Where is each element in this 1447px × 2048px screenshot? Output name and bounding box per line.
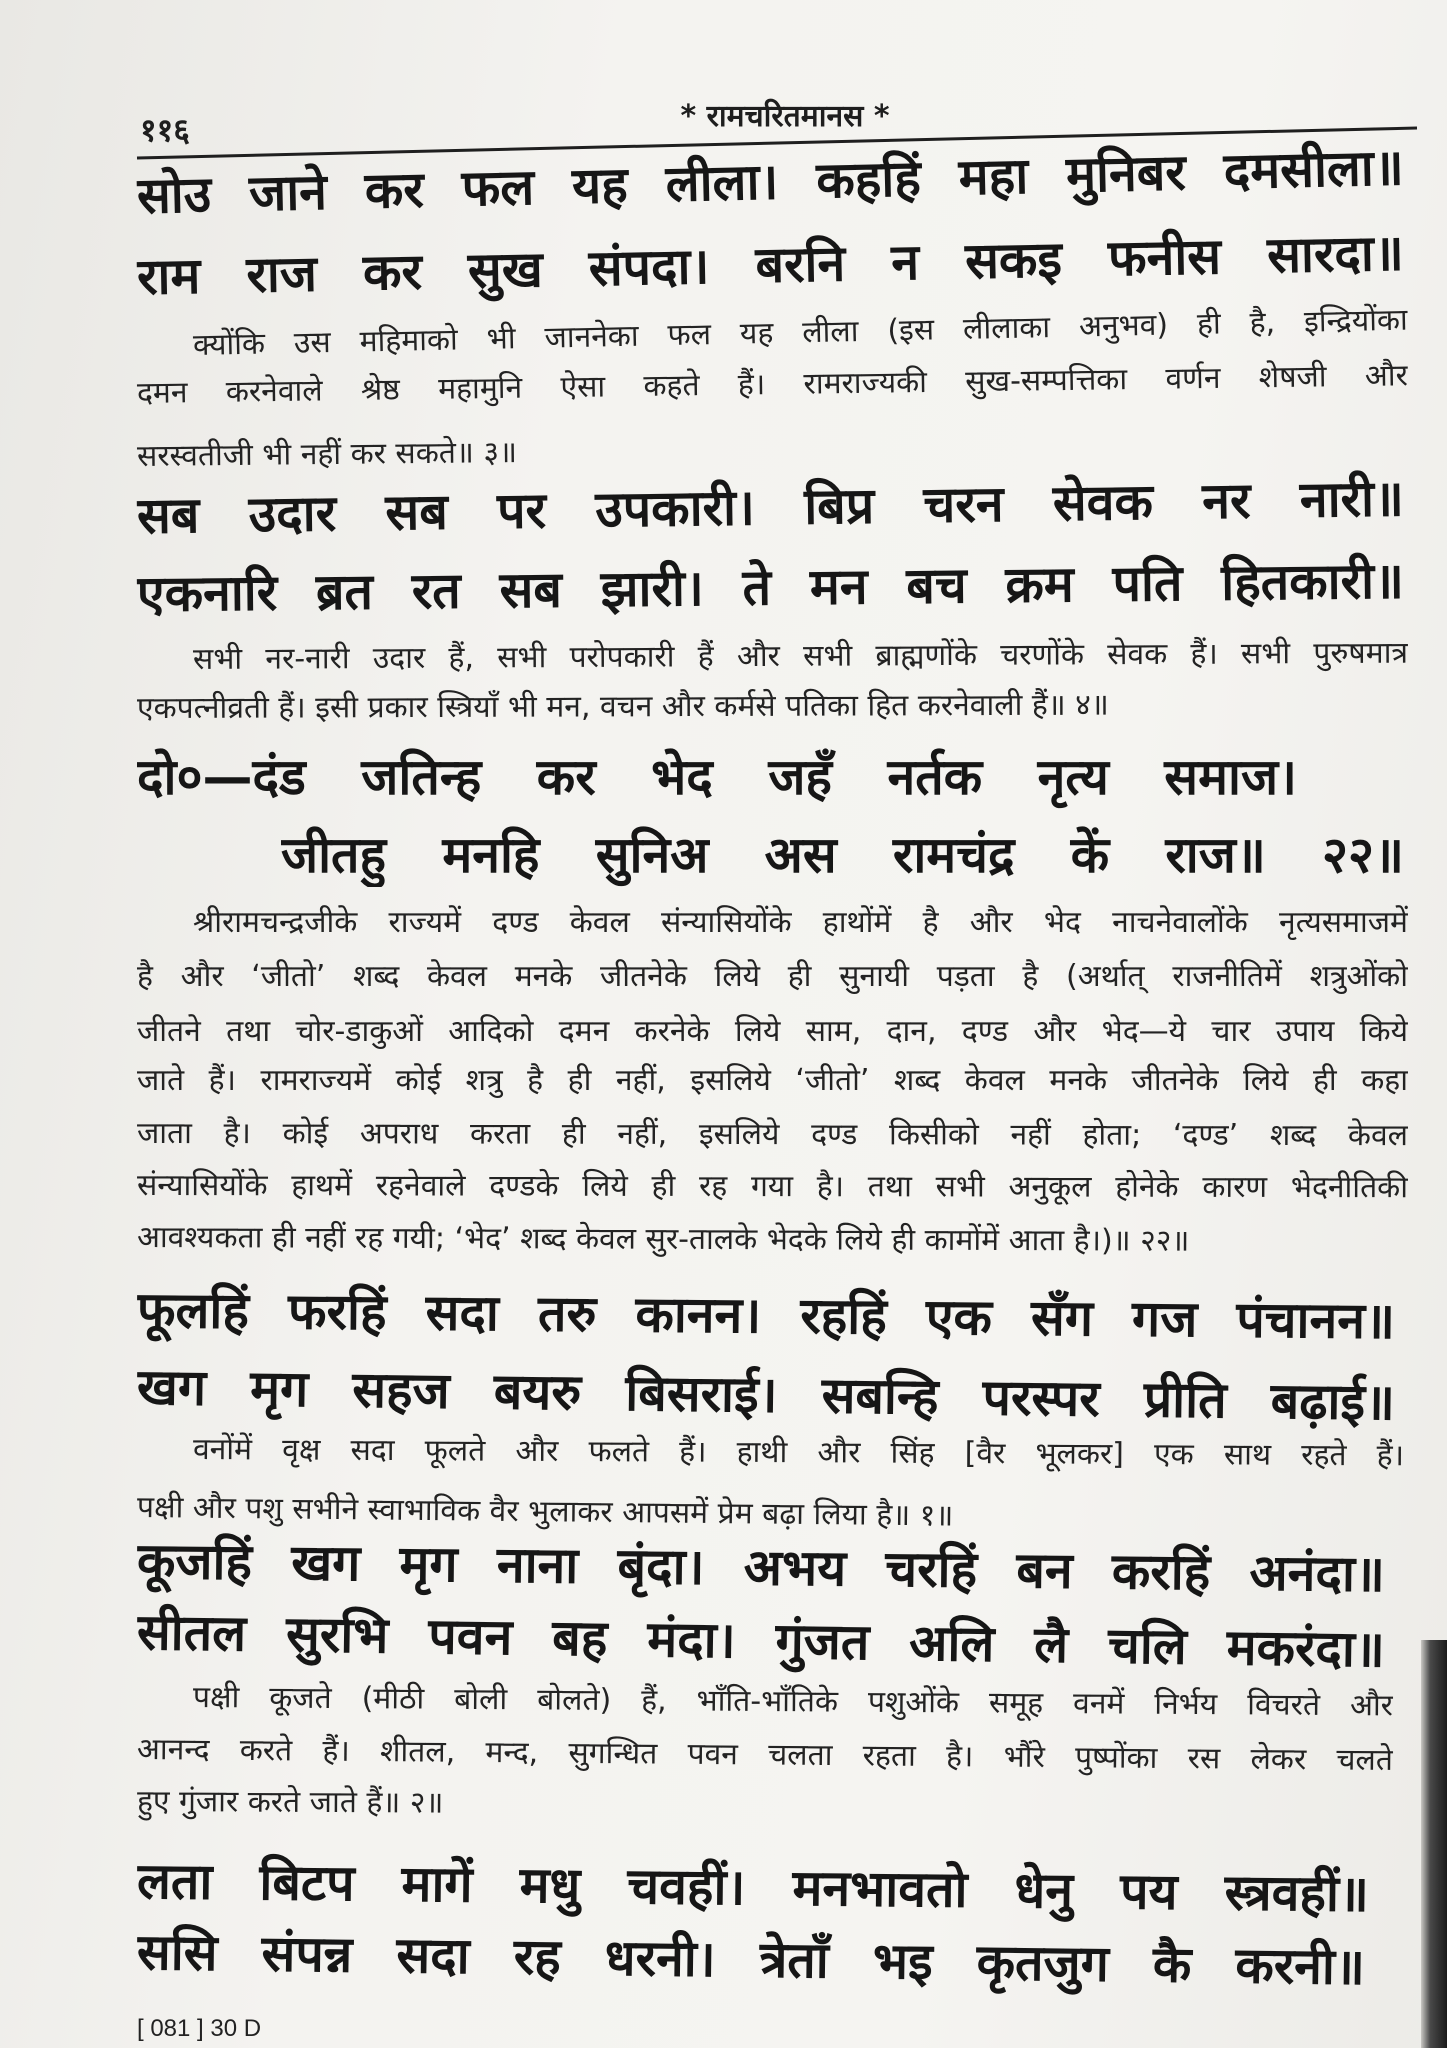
meaning-line: सरस्वतीजी भी नहीं कर सकते॥ ३॥	[136, 435, 518, 474]
meaning-line: जाता है। कोई अपराध करता ही नहीं, इसलिये दण्ड किसीको नहीं होता; ‘दण्ड’ शब्द केवल	[136, 1116, 1409, 1154]
verse-line: एकनारि ब्रत रत सब झारी। ते मन बच क्रम पति हितकारी॥	[136, 551, 1405, 623]
verse-line: खग मृग सहज बयरु बिसराई। सबन्हि परस्पर प्रीति बढ़ाई॥	[136, 1358, 1396, 1432]
doha-line: दो०—दंड जतिन्ह कर भेद जहँ नर्तक नृत्य समाज।	[137, 748, 1297, 806]
meaning-line: है और ‘जीतो’ शब्द केवल मनके जीतनेके लिये ही सुनायी पड़ता है (अर्थात् राजनीतिमें शत्रुओंको	[137, 959, 1408, 994]
meaning-line: श्रीरामचन्द्रजीके राज्यमें दण्ड केवल संन्यासियोंके हाथोंमें है और भेद नाचनेवालोंके नृत्यसमाजमें	[193, 905, 1408, 940]
verse-line: राम राज कर सुख संपदा। बरनि न सकइ फनीस सारदा॥	[136, 223, 1405, 306]
verse-line: कूजहिं खग मृग नाना बृंदा। अभय चरहिं बन करहिं अनंदा॥	[136, 1532, 1386, 1604]
meaning-line: जाते हैं। रामराज्यमें कोई शत्रु है ही नहीं, इसलिये ‘जीतो’ शब्द केवल मनके जीतनेके लिये ही कहा	[137, 1063, 1408, 1098]
verse-line: फूलहिं फरहिं सदा तरु कानन। रहहिं एक सँग गज पंचानन॥	[136, 1281, 1396, 1350]
meaning-line: वनोंमें वृक्ष सदा फूलते और फलते हैं। हाथी और सिंह [वैर भूलकर] एक साथ रहते हैं।	[192, 1432, 1405, 1474]
page-title: * रामचरितमानस *	[680, 99, 890, 134]
page-number: ११६	[140, 111, 190, 149]
meaning-line: क्योंकि उस महिमाको भी जाननेका फल यह लीला (इस लीलाका अनुभव) ही है, इन्द्रियोंका	[192, 302, 1409, 363]
meaning-line: सभी नर-नारी उदार हैं, सभी परोपकारी हैं और सभी ब्राह्मणोंके चरणोंके सेवक हैं। सभी पुरुषमात्र	[192, 635, 1409, 677]
verse-line: सीतल सुरभि पवन बह मंदा। गुंजत अलि लै चलि मकरंदा॥	[136, 1603, 1386, 1679]
meaning-line: आनन्द करते हैं। शीतल, मन्द, सुगन्धित पवन चलता रहता है। भौंरे पुष्पोंका रस लेकर चलते	[136, 1732, 1394, 1778]
meaning-line: एकपत्नीव्रती हैं। इसी प्रकार स्त्रियाँ भी मन, वचन और कर्मसे पतिका हित करनेवाली हैं॥ ४॥	[136, 687, 1109, 726]
meaning-line: पक्षी और पशु सभीने स्वाभाविक वैर भुलाकर आपसमें प्रेम बढ़ा लिया है॥ १॥	[136, 1490, 954, 1534]
book-edge-shadow	[1421, 1640, 1447, 2048]
meaning-line: जीतने तथा चोर-डाकुओं आदिको दमन करनेके लिये साम, दान, दण्ड और भेद—ये चार उपाय किये	[137, 1014, 1408, 1049]
footer-print-code: [ 081 ] 30 D	[137, 2015, 262, 2042]
verse-line: लता बिटप मागें मधु चवहीं। मनभावतो धेनु पय स्त्रवहीं॥	[136, 1852, 1370, 1923]
meaning-line: दमन करनेवाले श्रेष्ठ महामुनि ऐसा कहते हैं। रामराज्यकी सुख-सम्पत्तिका वर्णन शेषजी और	[136, 358, 1409, 411]
meaning-line: हुए गुंजार करते जाते हैं॥ २॥	[136, 1784, 444, 1821]
verse-line: सोउ जाने कर फल यह लीला। कहहिं महा मुनिबर दमसीला॥	[136, 138, 1405, 225]
verse-line: सब उदार सब पर उपकारी। बिप्र चरन सेवक नर नारी॥	[136, 469, 1405, 545]
meaning-line: संन्यासियोंके हाथमें रहनेवाले दण्डके लिये ही रह गया है। तथा सभी अनुकूल होनेके कारण भेदनीतिकी	[136, 1168, 1409, 1206]
doha-line: जीतहु मनहि सुनिअ अस रामचंद्र कें राज॥ २२॥	[281, 826, 1404, 884]
meaning-line: आवश्यकता ही नहीं रह गयी; ‘भेद’ शब्द केवल सुर-तालके भेदके लिये ही कामोंमें आता है।)॥ २२॥	[136, 1220, 1190, 1259]
verse-line: ससि संपन्न सदा रह धरनी। त्रेताँ भइ कृतजुग कै करनी॥	[136, 1923, 1366, 1997]
meaning-line: पक्षी कूजते (मीठी बोली बोलते) हैं, भाँति-भाँतिके पशुओंके समूह वनमें निर्भय विचरते और	[192, 1680, 1394, 1724]
